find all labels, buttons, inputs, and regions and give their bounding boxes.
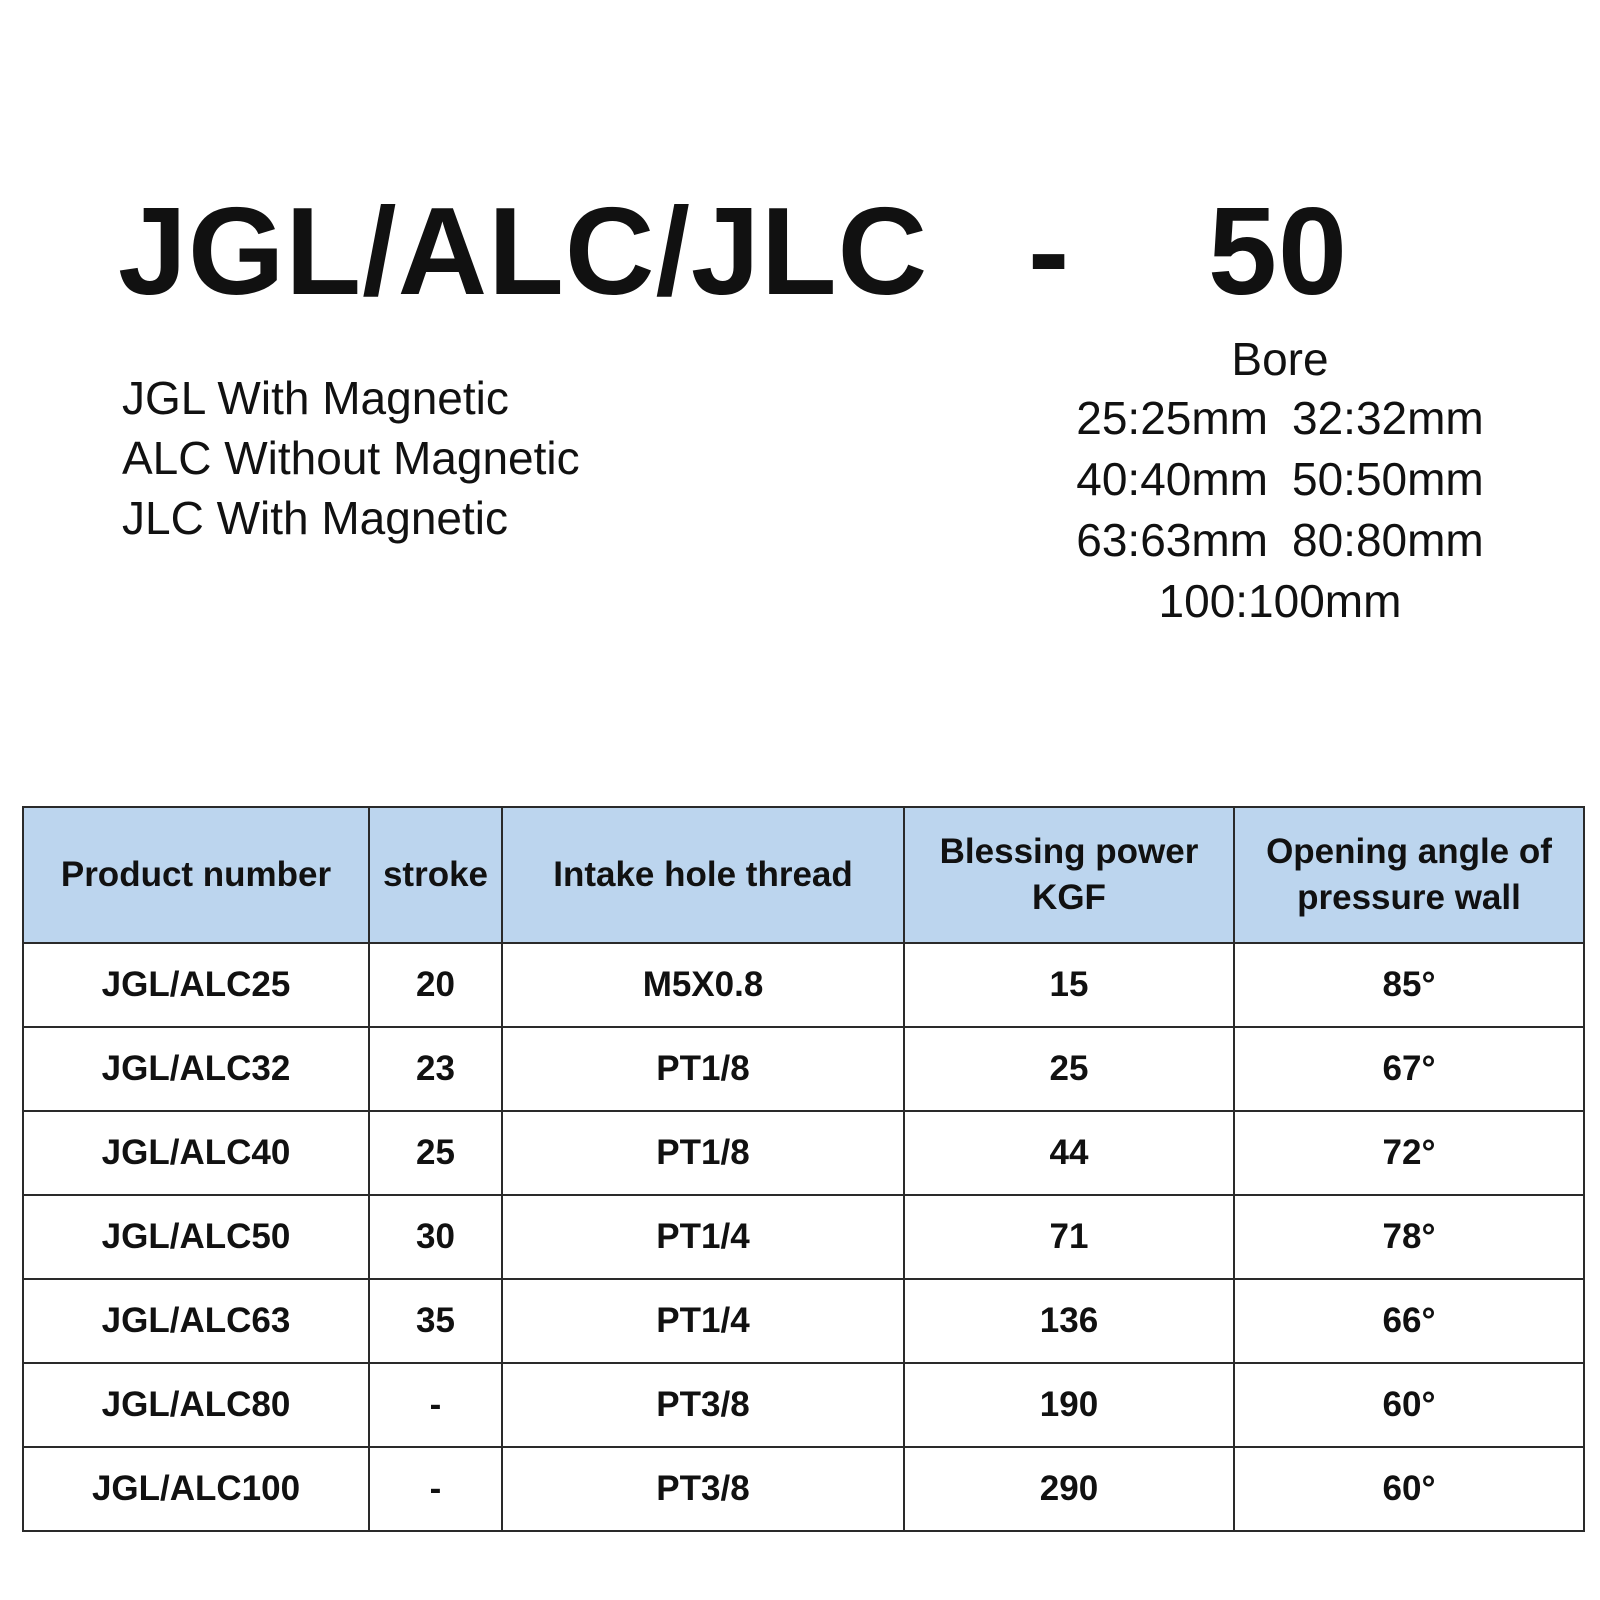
bore-label: Bore xyxy=(1231,333,1329,385)
opening-angle-cell: 60° xyxy=(1234,1363,1584,1447)
table-row xyxy=(23,943,1584,1027)
header-blessing-power: Blessing power KGF xyxy=(904,807,1234,943)
variant-list xyxy=(122,368,580,548)
table-row xyxy=(23,1027,1584,1111)
product-number-cell: JGL/ALC25 xyxy=(23,943,369,1027)
intake-thread-cell: PT1/8 xyxy=(502,1111,904,1195)
opening-angle-cell: 85° xyxy=(1234,943,1584,1027)
table-row xyxy=(23,1447,1584,1531)
table-row xyxy=(23,1363,1584,1447)
product-number-cell: JGL/ALC32 xyxy=(23,1027,369,1111)
stroke-cell: 35 xyxy=(369,1279,502,1363)
table-row xyxy=(23,1111,1584,1195)
product-number-cell: JGL/ALC63 xyxy=(23,1279,369,1363)
stroke-cell: 30 xyxy=(369,1195,502,1279)
product-number-cell: JGL/ALC80 xyxy=(23,1363,369,1447)
header-row xyxy=(23,807,1584,943)
bore-option: 32:32mm xyxy=(1292,392,1484,444)
blessing-power-cell: 190 xyxy=(904,1363,1234,1447)
stroke-cell: - xyxy=(369,1363,502,1447)
bore-size-list xyxy=(1040,330,1520,632)
bore-row xyxy=(1040,449,1520,510)
stroke-cell: 25 xyxy=(369,1111,502,1195)
opening-angle-cell: 72° xyxy=(1234,1111,1584,1195)
bore-option: 40:40mm xyxy=(1076,453,1268,505)
title-series-code: JGL/ALC/JLC xyxy=(118,183,929,321)
bore-option: 63:63mm xyxy=(1076,514,1268,566)
header-intake-hole-thread: Intake hole thread xyxy=(502,807,904,943)
header-product-number: Product number xyxy=(23,807,369,943)
product-number-cell: JGL/ALC100 xyxy=(23,1447,369,1531)
intake-thread-cell: PT1/8 xyxy=(502,1027,904,1111)
stroke-cell: - xyxy=(369,1447,502,1531)
opening-angle-cell: 78° xyxy=(1234,1195,1584,1279)
bore-row xyxy=(1040,388,1520,449)
product-number-cell: JGL/ALC40 xyxy=(23,1111,369,1195)
intake-thread-cell: PT3/8 xyxy=(502,1363,904,1447)
title-bore-value: 50 xyxy=(1208,183,1348,321)
bore-option: 100:100mm xyxy=(1158,575,1402,627)
spec-table-header xyxy=(23,807,1584,943)
blessing-power-cell: 25 xyxy=(904,1027,1234,1111)
intake-thread-cell: PT3/8 xyxy=(502,1447,904,1531)
bore-option: 25:25mm xyxy=(1076,392,1268,444)
bore-option: 50:50mm xyxy=(1292,453,1484,505)
product-number-cell: JGL/ALC50 xyxy=(23,1195,369,1279)
variant-item: ALC Without Magnetic xyxy=(122,432,580,484)
blessing-power-cell: 71 xyxy=(904,1195,1234,1279)
intake-thread-cell: M5X0.8 xyxy=(502,943,904,1027)
blessing-power-cell: 136 xyxy=(904,1279,1234,1363)
blessing-power-cell: 290 xyxy=(904,1447,1234,1531)
blessing-power-cell: 15 xyxy=(904,943,1234,1027)
intake-thread-cell: PT1/4 xyxy=(502,1279,904,1363)
bore-option: 80:80mm xyxy=(1292,514,1484,566)
opening-angle-cell: 60° xyxy=(1234,1447,1584,1531)
bore-row xyxy=(1040,510,1520,571)
title-separator: - xyxy=(1028,183,1071,321)
header-stroke: stroke xyxy=(369,807,502,943)
spec-table xyxy=(22,806,1585,1532)
opening-angle-cell: 66° xyxy=(1234,1279,1584,1363)
header-opening-angle: Opening angle of pressure wall xyxy=(1234,807,1584,943)
blessing-power-cell: 44 xyxy=(904,1111,1234,1195)
variant-item: JGL With Magnetic xyxy=(122,372,509,424)
stroke-cell: 20 xyxy=(369,943,502,1027)
table-row xyxy=(23,1279,1584,1363)
spec-table-body xyxy=(23,943,1584,1531)
stroke-cell: 23 xyxy=(369,1027,502,1111)
variant-item: JLC With Magnetic xyxy=(122,492,509,544)
bore-row xyxy=(1040,571,1520,632)
opening-angle-cell: 67° xyxy=(1234,1027,1584,1111)
intake-thread-cell: PT1/4 xyxy=(502,1195,904,1279)
table-row xyxy=(23,1195,1584,1279)
